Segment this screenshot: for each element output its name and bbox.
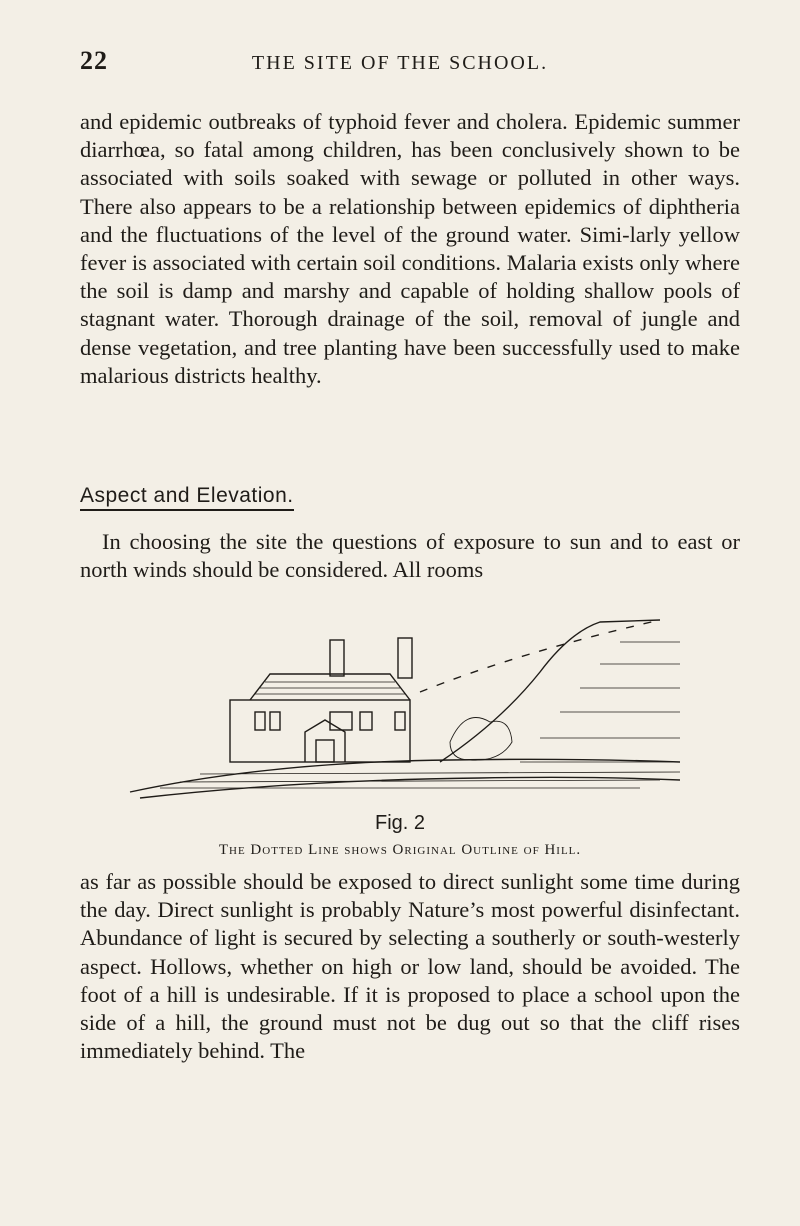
body-paragraph: and epidemic outbreaks of typhoid fever and cholera. Epidemic summer diarrhœa, so fatal among children, has been conclusively shown to be associated with soils soaked with sewage or polluted in other ways. There also appears to be a relationship between epidemics of diphtheria and the fluctuations of the level of the ground water. Simi-larly yellow fever is associated with certain soil conditions. Malaria exists only where the soil is damp and marshy and capable of holding shallow pools of stagnant water. Thorough drainage of the soil, removal of jungle and dense vegetation, and tree planting have been successfully used to make malarious districts healthy. [80, 109, 740, 388]
section-heading: Aspect and Elevation. [80, 484, 294, 511]
body-paragraph: as far as possible should be exposed to direct sunlight some time during the day. Direct sunlight is probably Nature’s most powerful disinfectant. Abundance of light is secured by selecting a southerly or south-westerly aspect. Hollows, whether on high or low land, should be avoided. The foot of a hill is undesirable. If it is proposed to place a school upon the side of a hill, the ground must not be dug out so that the cliff rises immediately behind. The [80, 869, 740, 1064]
page-number: 22 [80, 46, 108, 75]
figure-caption: The Dotted Line shows Original Outline of Hill. [218, 842, 582, 858]
body-paragraph: In choosing the site the questions of exposure to sun and to east or north winds should be considered. All rooms [80, 529, 740, 583]
running-head: THE SITE OF THE SCHOOL. [251, 52, 549, 74]
figure-number: Fig. 2 [374, 812, 426, 834]
school-hillside-illustration [120, 612, 700, 812]
